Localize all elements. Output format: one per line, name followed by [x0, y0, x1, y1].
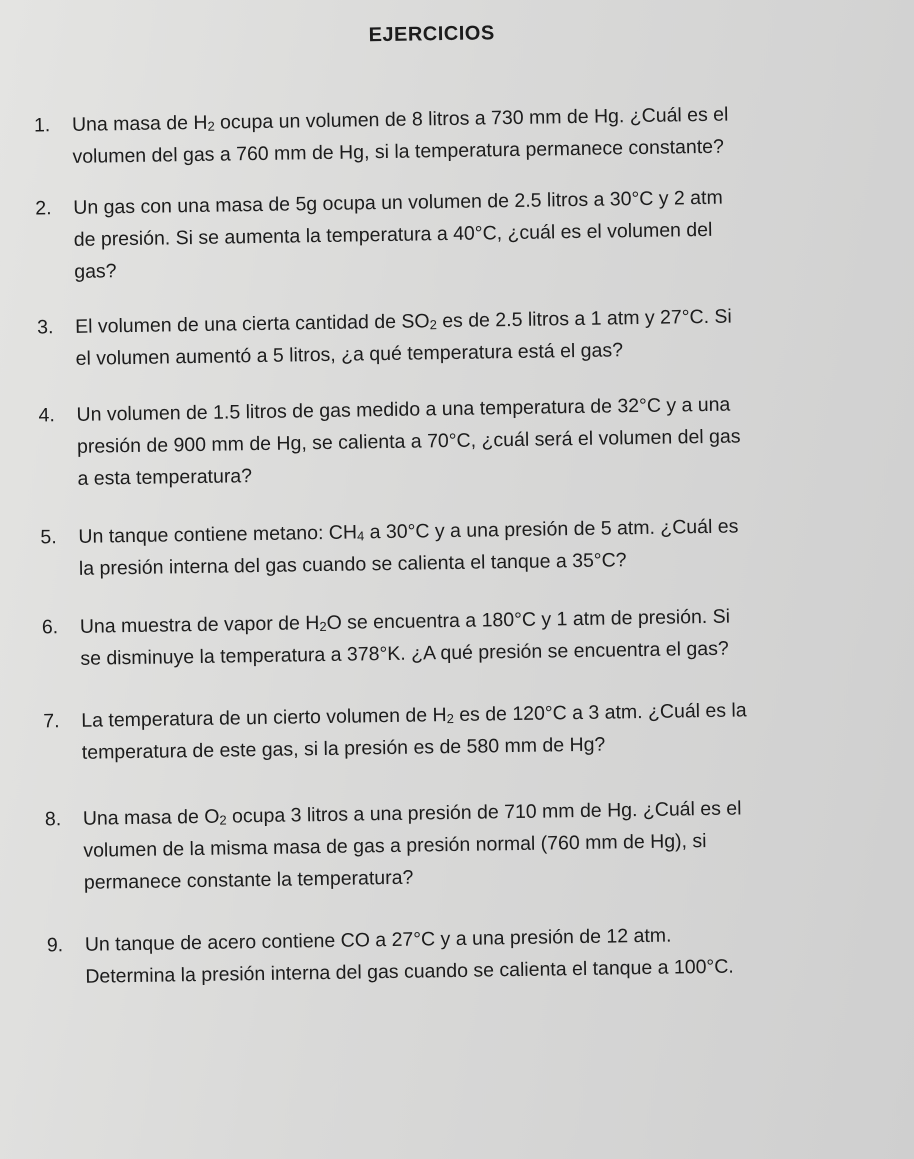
exercise-number: 1. [33, 114, 51, 137]
exercise-line: volumen del gas a 760 mm de Hg, si la temperatura permanece constante? [72, 135, 725, 168]
exercise-line: volumen de la misma masa de gas a presión normal (760 mm de Hg), si [83, 830, 707, 862]
exercise-number: 2. [35, 197, 52, 220]
exercise-2 [35, 180, 836, 289]
exercise-text [80, 599, 843, 675]
exercise-line: Una muestra de vapor de $H_2O$ se encuentra a 180°C y 1 atm de presión. Si [79, 605, 731, 638]
exercise-line: El volumen de una cierta cantidad de $SO_2$ es de 2.5 litros a 1 atm y 27°C. Si [74, 305, 732, 338]
exercise-line: Una masa de $O_2$ ocupa 3 litros a una presión de 710 mm de Hg. ¿Cuál es el [82, 797, 742, 830]
exercise-text [75, 299, 838, 375]
exercise-text [72, 97, 835, 173]
exercise-line: Un tanque contiene metano: $CH_4$ a 30°C y a una presión de 5 atm. ¿Cuál es [78, 515, 739, 548]
exercise-line: La temperatura de un cierto volumen de $H_2$ es de 120°C a 3 atm. ¿Cuál es la [81, 699, 747, 732]
exercise-number: 7. [43, 710, 60, 733]
exercise-line: temperatura de este gas, si la presión es de 580 mm de Hg? [81, 733, 606, 764]
exercise-text [83, 791, 846, 899]
exercise-number: 4. [38, 404, 55, 427]
exercise-line: Un volumen de 1.5 litros de gas medido a una temperatura de 32°C y a una [76, 393, 731, 426]
exercise-line: gas? [74, 260, 117, 283]
page-title: EJERCICIOS [368, 22, 495, 47]
exercise-line: Determina la presión interna del gas cuando se calienta el tanque a 100°C. [85, 955, 734, 988]
exercise-number: 5. [40, 526, 57, 549]
exercise-8 [45, 791, 846, 900]
exercise-1 [34, 97, 835, 174]
exercise-line: la presión interna del gas cuando se calienta el tanque a 35°C? [78, 549, 627, 580]
exercise-text [73, 180, 836, 288]
exercise-text [81, 693, 844, 769]
exercise-line: el volumen aumentó a 5 litros, ¿a qué temperatura está el gas? [75, 339, 624, 370]
exercise-line: permanece constante la temperatura? [83, 866, 414, 894]
exercise-6 [42, 599, 843, 676]
exercise-line: Un gas con una masa de 5g ocupa un volumen de 2.5 litros a 30°C y 2 atm [73, 186, 723, 219]
exercise-line: de presión. Si se aumenta la temperatura a 40°C, ¿cuál es el volumen del [73, 218, 713, 251]
exercise-number: 8. [44, 808, 62, 831]
exercise-text [76, 387, 839, 495]
exercise-line: Un tanque de acero contiene CO a 27°C y a una presión de 12 atm. [84, 924, 672, 956]
exercise-line: a esta temperatura? [77, 465, 253, 490]
exercise-number: 6. [41, 616, 59, 639]
exercise-5 [40, 509, 841, 586]
exercise-line: presión de 900 mm de Hg, se calienta a 70°C, ¿cuál será el volumen del gas [76, 425, 741, 458]
exercise-text [78, 509, 841, 585]
exercise-9 [47, 917, 848, 994]
exercise-number: 3. [36, 316, 54, 339]
exercise-number: 9. [46, 934, 64, 957]
exercise-3 [37, 299, 838, 376]
exercise-line: Una masa de $H_2$ ocupa un volumen de 8 litros a 730 mm de Hg. ¿Cuál es el [71, 103, 729, 136]
exercise-line: se disminuye la temperatura a 378°K. ¿A qué presión se encuentra el gas? [80, 637, 729, 670]
exercise-7 [43, 693, 844, 770]
exercise-text [85, 917, 848, 993]
exercise-4 [38, 387, 839, 496]
